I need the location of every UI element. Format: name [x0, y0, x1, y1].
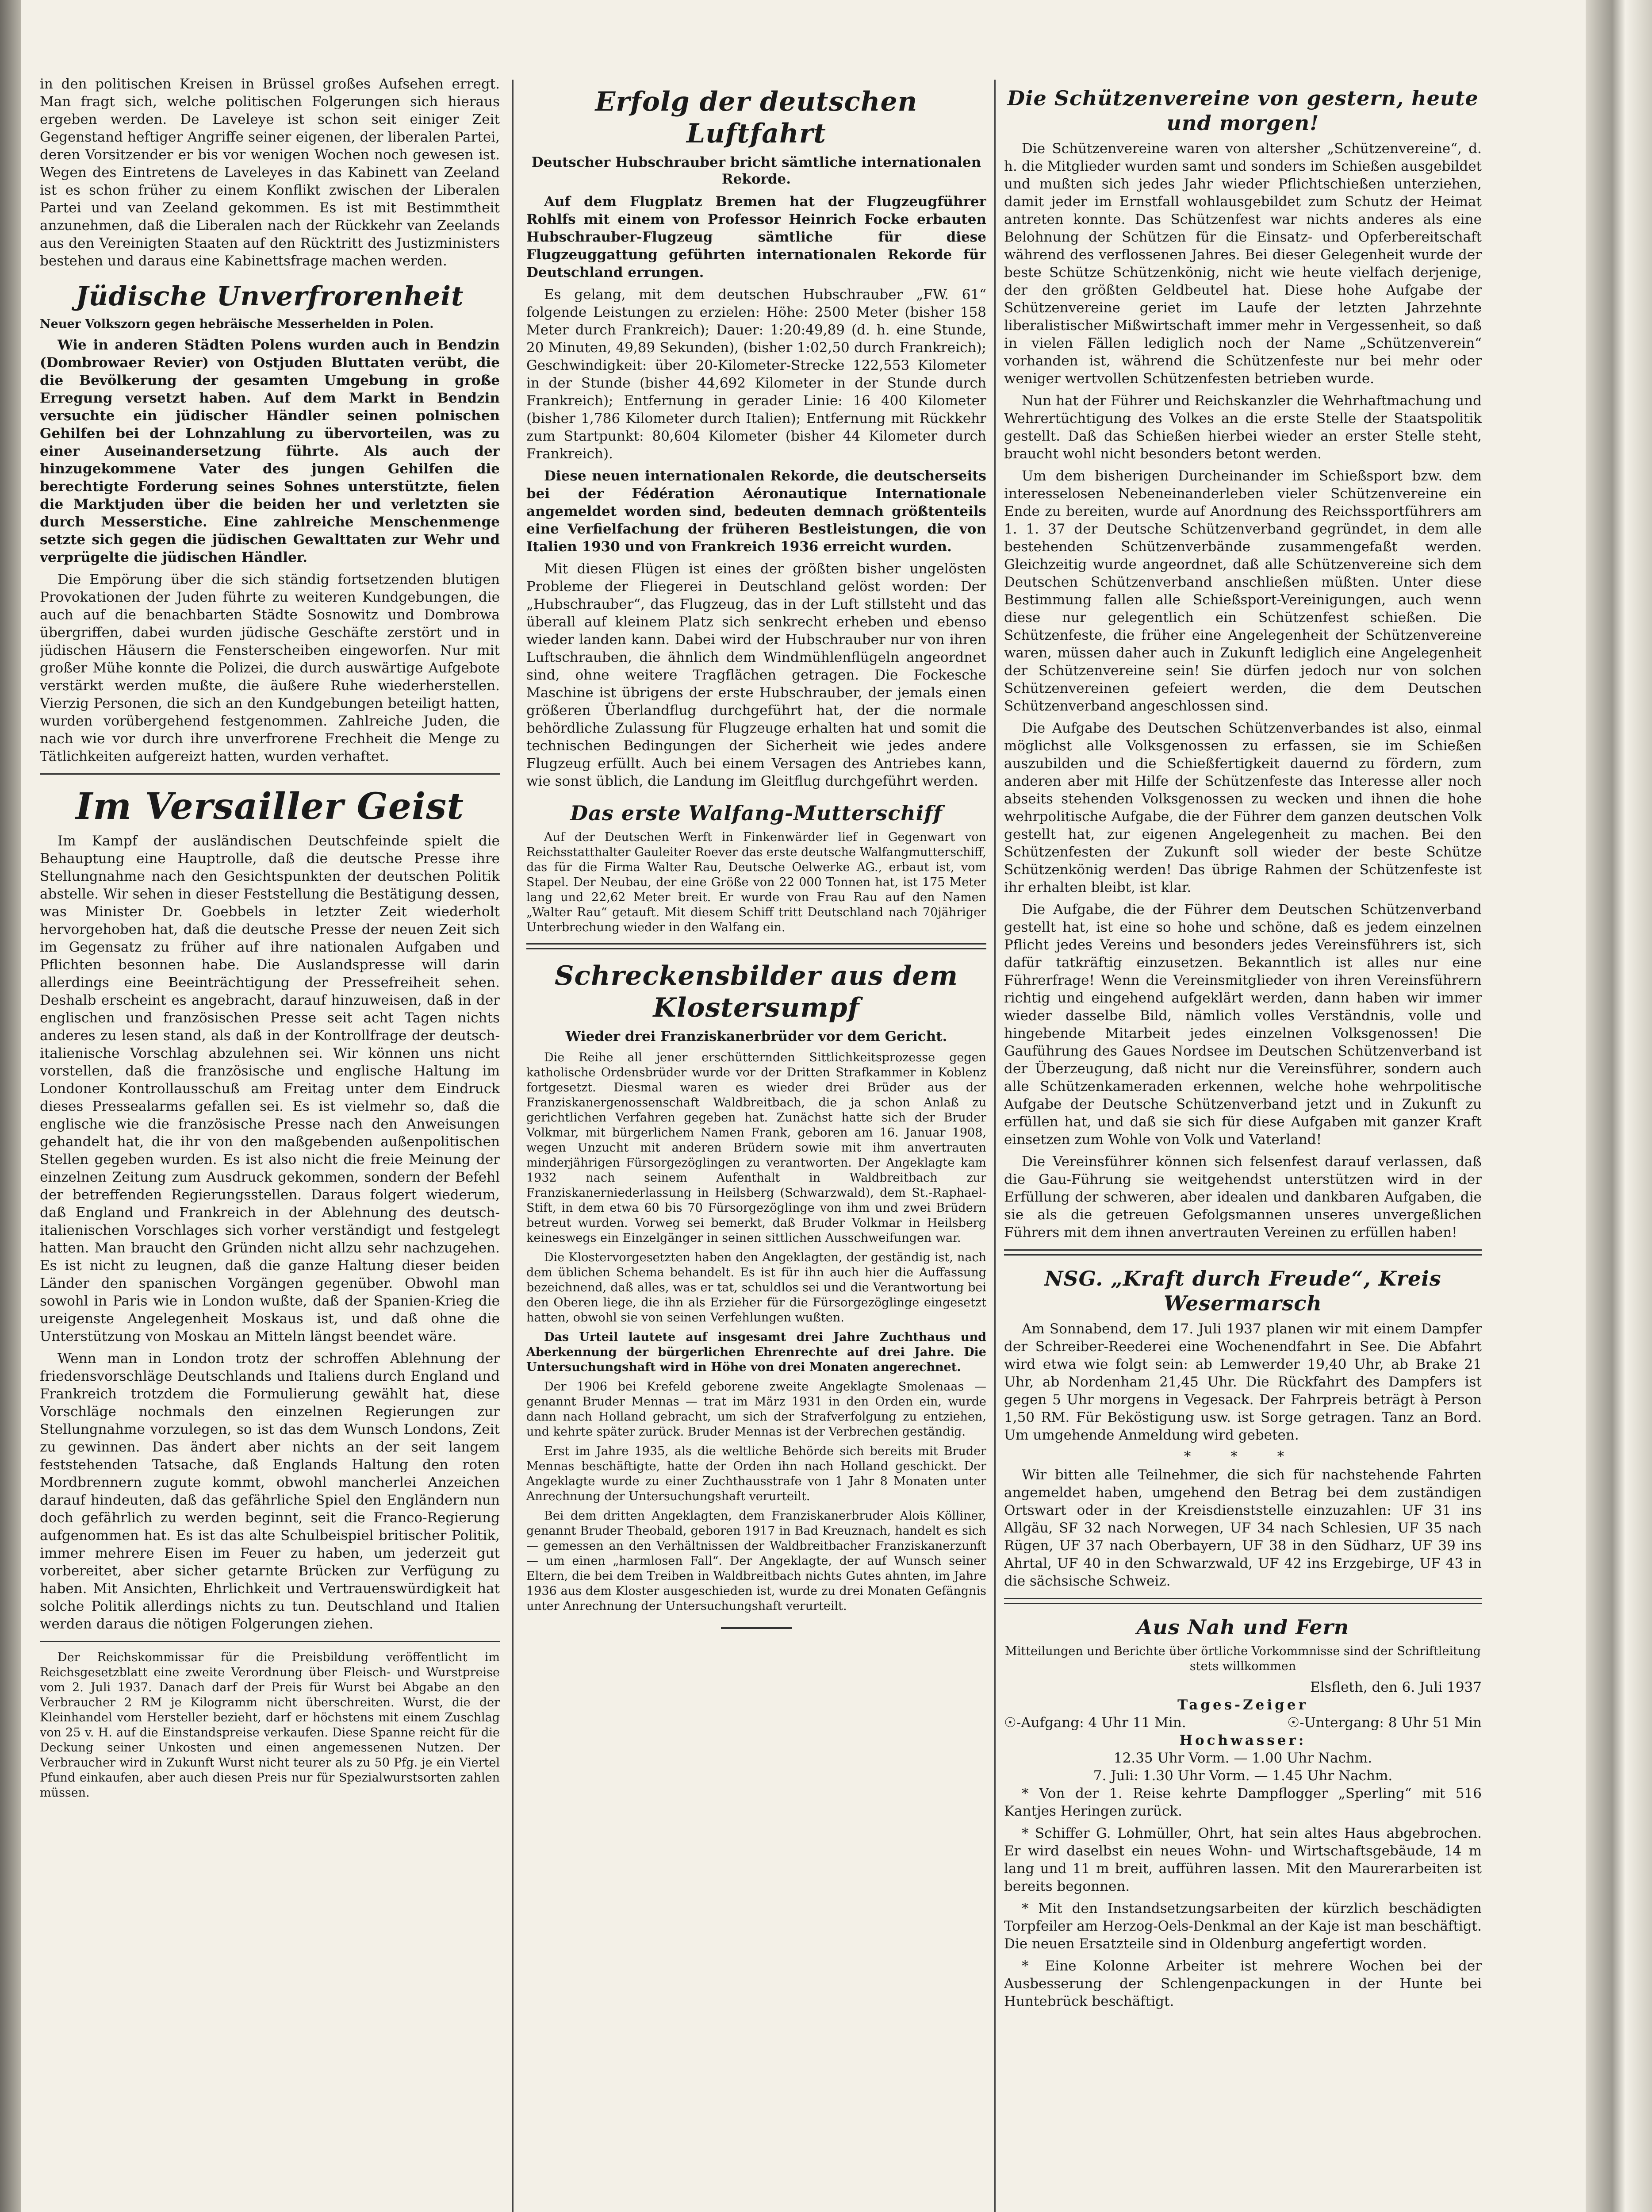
article-lead: Auf dem Flugplatz Bremen hat der Flugzeugführer Rohlfs mit einem von Professor Heinrich Focke erbauten Hubschrauber-Flugzeug sämtliche für diese Flugzeuggattung geführten internationalen Rekorde für Deutschland errungen.: [526, 194, 986, 280]
sunrise-time: ☉-Aufgang: 4 Uhr 11 Min.: [1004, 1715, 1186, 1731]
article-paragraph: Die Schützenvereine waren von altersher „Schützenvereine“, d. h. die Mitglieder wurden samt und sonders im Schießen ausgebildet und mußten sich jedes Jahr wieder Pflichtschießen unterziehen, damit jeder im Ernstfall wohlausgebildet zum Schutz der Heimat antreten konnte. Das Schützenfest war nichts anderes als eine Belohnung der Schützen für die Einsatz- und Opferbereitschaft während des verflossenen Jahres. Bei dieser Gelegenheit wurde der beste Schütze Schützenkönig, nicht wie heute vielfach derjenige, der den größten Geldbeutel hat. Diese hohe Aufgabe der Schützenvereine geriet im Laufe der letzten Jahrzehnte liberalistischer Mißwirtschaft immer mehr in Vergessenheit, so daß in vielen Fällen lediglich noch der Name „Schützenverein“ vorhanden ist, während die Schützenfeste nur bei mehr oder weniger wertvollen Schützenfesten betrieben wurde.: [1004, 141, 1482, 387]
article-continuation: in den politischen Kreisen in Brüssel großes Aufsehen erregt. Man fragt sich, welche politischen Folgerungen sich hieraus ergeben werden. De Laveleye ist schon seit einiger Zeit Gegenstand heftiger Angriffe seiner eigenen, der liberalen Partei, deren Vorsitzender er bis vor wenigen Wochen noch gewesen ist. Wegen des Eintretens de Laveleyes in das Kabinett van Zeeland ist es schon früher zu einem Konflikt zwischen der Liberalen Partei und van Zeeland gekommen. Es ist mit Bestimmtheit anzunehmen, daß die Liberalen nach der Rückkehr van Zeelands aus den Vereinigten Staaten auf den Rücktritt des Justizministers bestehen und daraus eine Kabinettsfrage machen werden.: [40, 76, 500, 269]
headline-walfang: Das erste Walfang-Mutterschiff: [570, 801, 943, 825]
separator-stars: * * *: [1184, 1448, 1302, 1464]
headline-aus-nah-und-fern: Aus Nah und Fern: [1136, 1615, 1349, 1639]
headline-klostersumpf: Schreckensbilder aus dem Klostersumpf: [555, 960, 958, 1023]
sun-times-row: [1004, 1714, 1482, 1732]
subheadline: Wieder drei Franziskanerbrüder vor dem Gericht.: [565, 1029, 947, 1045]
local-info-block: [1004, 1678, 1482, 1785]
article-paragraph: Die Reihe all jener erschütternden Sittlichkeitsprozesse gegen katholische Ordensbrüder wurde vor der Dritten Strafkammer in Koblenz fortgesetzt. Diesmal waren es wieder drei Brüder aus der Franziskanergenossenschaft Waldbreitbach, die ja schon Anlaß zu gerichtlichen Verfahren gegeben hat. Zunächst hatte sich der Bruder Volkmar, mit bürgerlichem Namen Frank, geboren am 16. Januar 1908, wegen Unzucht mit anderen Brüdern sowie mit ihm anvertrauten minderjährigen Fürsorgezöglingen zu verantworten. Der Angeklagte kam 1932 nach seinem Aufenthalt in Waldbreitbach zur Franziskanerniederlassung in Heilsberg (Schwarzwald), dem St.-Raphael-Stift, in dem etwa 60 bis 70 Fürsorgezöglinge von ihm und zwei Brüdern betreut wurden. Vorweg sei bemerkt, daß Bruder Volkmar in Heilsberg keineswegs ein Einzelgänger in seinen sittlichen Ausschweifungen war.: [526, 1051, 986, 1245]
binding-edge: [0, 0, 21, 2212]
article-paragraph: Der Reichskommissar für die Preisbildung veröffentlicht im Reichsgesetzblatt eine zweite Verordnung über Fleisch- und Wurstpreise vom 2. Juli 1937. Danach darf der Preis für Wurst bei Abgabe an den Verbraucher 2 RM je Kilogramm nicht überschreiten. Wurst, die der Kleinhandel vom Hersteller bezieht, darf er höchstens mit einem Zuschlag von 25 v. H. auf die Einstandspreise verkaufen. Diese Spanne reicht für die Deckung seiner Unkosten und einen angemessenen Nutzen. Der Verbraucher wird in Zukunft Wurst nicht teurer als zu 50 Pfg. je ein Viertel Pfund einkaufen, aber auch diesen Preis nur für Spezialwurstsorten zahlen müssen.: [40, 1651, 500, 1800]
dateline: Elsfleth, den 6. Juli 1937: [1310, 1679, 1482, 1695]
local-news-item: * Mit den Instandsetzungsarbeiten der kürzlich beschädigten Torpfeiler am Herzog-Oels-Denkmal an der Kaje ist man beschäftigt. Die neuen Ersatzteile sind in Oldenburg angefertigt worden.: [1004, 1901, 1482, 1952]
article-paragraph: Die Vereinsführer können sich felsenfest darauf verlassen, daß die Gau-Führung sie weitgehendst unterstützen wird in der Erfüllung der schweren, aber idealen und dankbaren Aufgaben, die sie als die getreuen Gefolgsmannen unseres unvergeßlichen Führers mit dem ihnen anvertrauten Vereinen zu erfüllen haben!: [1004, 1154, 1482, 1240]
local-news-item: * Von der 1. Reise kehrte Dampflogger „Sperling“ mit 516 Kantjes Heringen zurück.: [1004, 1786, 1482, 1819]
section-rule: [526, 943, 986, 949]
tages-zeiger-label: Tages-Zeiger: [1177, 1697, 1308, 1713]
local-news-item: * Schiffer G. Lohmüller, Ohrt, hat sein altes Haus abgebrochen. Er wird daselbst ein neues Wohn- und Wirtschaftsgebäude, 14 m lang und 11 m breit, aufführen lassen. Mit den Maurerarbeiten ist bereits begonnen.: [1004, 1825, 1482, 1894]
column-3: [1004, 75, 1482, 2212]
article-paragraph: Bei dem dritten Angeklagten, dem Franziskanerbruder Alois Kölliner, genannt Bruder Theobald, geboren 1917 in Bad Kreuznach, handelt es sich — gemessen an den Verhältnissen der Waldbreitbacher Franziskanerzunft — um einen „harmlosen Fall“. Der Angeklagte, der auf Wunsch seiner Eltern, die bei dem Treiben in Waldbreitbach nichts Gutes ahnten, im Jahre 1936 aus dem Kloster ausgeschieden ist, wurde zu drei Monaten Gefängnis unter Anrechnung der Untersuchungshaft verurteilt.: [526, 1509, 986, 1613]
article-paragraph: Erst im Jahre 1935, als die weltliche Behörde sich bereits mit Bruder Mennas beschäftigte, hatte der Orden ihn nach Holland geschickt. Der Angeklagte wurde zu einer Zuchthausstrafe von 1 Jahr 8 Monaten unter Anrechnung der Untersuchungshaft verurteilt.: [526, 1444, 986, 1503]
headline-luftfahrt: Erfolg der deutschen Luftfahrt: [595, 86, 918, 149]
article-paragraph: Nun hat der Führer und Reichskanzler die Wehrhaftmachung und Wehrertüchtigung des Volkes an die erste Stelle der Staatspolitik gestellt. Daß das Schießen hierbei wieder an erster Stelle steht, braucht wohl nicht besonders betont werden.: [1004, 393, 1482, 462]
local-news-item: * Eine Kolonne Arbeiter ist mehrere Wochen bei der Ausbesserung der Schlengenpackungen in der Hunte bei Huntebrück beschäftigt.: [1004, 1958, 1482, 2009]
high-water-2: 7. Juli: 1.30 Uhr Vorm. — 1.45 Uhr Nachm.: [1093, 1768, 1393, 1784]
page-edge: [1586, 0, 1652, 2212]
column-2: [526, 75, 986, 2212]
headline-schuetzenvereine: Die Schützenvereine von gestern, heute und morgen!: [1007, 86, 1479, 135]
article-paragraph: Es gelang, mit dem deutschen Hubschrauber „FW. 61“ folgende Leistungen zu erzielen: Höhe: 2500 Meter (bisher 158 Meter durch Frankreich); Dauer: 1:20:49,89 (d. h. eine Stunde, 20 Minuten, 49,89 Sekunden), (bisher 1:02,50 durch Frankreich); Geschwindigkeit: über 20-Kilometer-Strecke 122,553 Kilometer in der Stunde (bisher 44,692 Kilometer in der Stunde durch Frankreich); Entfernung in gerader Linie: 16 400 Kilometer (bisher 1,786 Kilometer durch Italien); Entfernung mit Rückkehr zum Startpunkt: 80,604 Kilometer (bisher 44 Kilometer durch Frankreich).: [526, 287, 986, 462]
column-divider: [994, 80, 996, 2212]
article-paragraph: Mit diesen Flügen ist eines der größten bisher ungelösten Probleme der Fliegerei in Deutschland gelöst worden: Der „Hubschrauber“, das Flugzeug, das in der Luft stillsteht und das überall auf kleinem Platz sich senkrecht erheben und ebenso wieder landen kann. Dabei wird der Hubschrauber nur von ihren Luftschrauben, die ähnlich dem Windmühlenflügeln angeordnet sind, ohne weitere Tragflächen getragen. Die Fockesche Maschine ist übrigens der erste Hubschrauber, der jemals einen größeren Überlandflug durchgeführt hat, der die normale behördliche Zulassung für Flugzeuge erhalten hat und somit die technischen Bedingungen der Sicherheit wie jedes andere Flugzeug erfüllt. Auch bei einem Versagen des Antriebes kann, wie sonst üblich, die Landung im Gleitflug durchgeführt werden.: [526, 561, 986, 789]
article-paragraph: Auf der Deutschen Werft in Finkenwärder lief in Gegenwart von Reichsstatthalter Gauleiter Roever das erste deutsche Walfangmutterschiff, das für die Firma Walter Rau, Deutsche Oelwerke AG., erbaut ist, vom Stapel. Der Neubau, der eine Größe von 22 000 Tonnen hat, ist 175 Meter lang und 22,62 Meter breit. Er wurde von Frau Rau auf den Namen „Walter Rau“ getauft. Mit diesem Schiff tritt Deutschland nach 70jähriger Unterbrechung wieder in den Walfang ein.: [526, 830, 986, 934]
article-paragraph: Der 1906 bei Krefeld geborene zweite Angeklagte Smolenaas — genannt Bruder Mennas — trat im März 1931 in den Orden ein, wurde dann nach Holland gebracht, um sich der Strafverfolgung zu entziehen, und kehrte später zurück. Bruder Mennas ist der Verbrechen geständig.: [526, 1380, 986, 1439]
article-paragraph: Wenn man in London trotz der schroffen Ablehnung der friedensvorschläge Deutschlands und Italiens durch England und Frankreich trotzdem die Formulierung gewählt hat, diese Vorschläge nochmals den einzelnen Regierungen zur Stellungnahme vorzulegen, so ist das dem Wunsch Londons, Zeit zu gewinnen. Das ändert aber nichts an der seit langem feststehenden Tatsache, daß Englands Haltung den roten Mordbrennern zugute kommt, obwohl mancherlei Anzeichen darauf hindeuten, daß das gefährliche Spiel den Engländern nun doch gefährlich zu werden beginnt, seit die Franco-Regierung aufgenommen hat. Es ist das alte Schulbeispiel britischer Politik, immer mehrere Eisen im Feuer zu haben, um jederzeit gut vorbereitet, aber sicher getarnte Brücken zur Verfügung zu haben. Mit Ansichten, Ehrlichkeit und Vertrauenswürdigkeit hat solche Politik allerdings nichts zu tun. Deutschland und Italien werden daraus die nötigen Folgerungen ziehen.: [40, 1351, 500, 1632]
article-paragraph: Die Klostervorgesetzten haben den Angeklagten, der geständig ist, nach dem üblichen Schema behandelt. Es ist für ihn auch hier die Auffassung bezeichnend, daß alles, was er tat, schuldlos sei und die Verantwortung bei den Oberen liege, die ihn als Erzieher für die Fürsorgezöglinge eingesetzt hatten, obwohl sie von seinen Verfehlungen wußten.: [526, 1251, 986, 1325]
headline-kdf: NSG. „Kraft durch Freude“, Kreis Wesermarsch: [1044, 1267, 1441, 1315]
article-lead: Wie in anderen Städten Polens wurden auch in Bendzin (Dombrowaer Revier) von Ostjuden Bluttaten verübt, die die Bevölkerung der gesamten Umgebung in große Erregung versetzt haben. Auf dem Markt in Bendzin versuchte ein jüdischer Händler seinen polnischen Gehilfen bei der Lohnzahlung zu übervorteilen, was zu einer Auseinandersetzung führte. Als auch der hinzugekommene Vater des jungen Gehilfen die berechtigte Forderung seines Sohnes unterstützte, fielen die Marktjuden über die beiden her und verletzten sie durch Messerstiche. Eine zahlreiche Menschenmenge setzte sich gegen die jüdischen Gewalttaten zur Wehr und verprügelte die jüdischen Händler.: [40, 337, 500, 565]
article-paragraph: Die Aufgabe des Deutschen Schützenverbandes ist also, einmal möglichst alle Volksgenossen zu erfassen, sie im Schießen auszubilden und die Schießfertigkeit dauernd zu fördern, zum anderen aber mit Hilfe der Schützenfeste das Interesse aller noch abseits stehenden Volksgenossen zu wecken und ihnen die hohe wehrpolitische Aufgabe, die der Führer dem ganzen deutschen Volk gestellt hat, zur eigenen Angelegenheit zu machen. Bei den Schützenfesten der Zukunft soll wieder der beste Schütze Schützenkönig werden! Das übrige Rahmen der Schützenfeste ist ihr erhalten bleibt, ist klar.: [1004, 720, 1482, 895]
article-paragraph: Diese neuen internationalen Rekorde, die deutscherseits bei der Fédération Aéronautique Internationale angemeldet worden sind, bedeuten demnach größtenteils eine Verfielfachung der früheren Bestleistungen, die von Italien 1930 und von Frankreich 1936 erreicht wurden.: [526, 468, 986, 555]
subheadline: Deutscher Hubschrauber bricht sämtliche internationalen Rekorde.: [531, 154, 981, 187]
headline-juedische: Jüdische Unverfrorenheit: [76, 281, 464, 312]
subheadline: Mitteilungen und Berichte über örtliche Vorkommnisse sind der Schriftleitung stets willkommen: [1004, 1644, 1481, 1673]
sunset-time: ☉-Untergang: 8 Uhr 51 Min: [1287, 1715, 1482, 1731]
headline-versailler: Im Versailler Geist: [75, 785, 464, 828]
hochwasser-label: Hochwasser:: [1179, 1732, 1307, 1748]
section-rule: [40, 773, 500, 775]
verdict-paragraph: Das Urteil lautete auf insgesamt drei Jahre Zuchthaus und Aberkennung der bürgerlichen Ehrenrechte auf drei Jahre. Die Untersuchungshaft wird in Höhe von drei Monaten angerechnet.: [526, 1330, 986, 1374]
section-rule: [40, 1641, 500, 1642]
section-rule: [1004, 1249, 1482, 1256]
article-paragraph: Um dem bisherigen Durcheinander im Schießsport bzw. dem interesselosen Nebeneinanderleben vieler Schützenvereine ein Ende zu bereiten, wurde auf Anordnung des Reichssportführers am 1. 1. 37 der Deutsche Schützenverband gegründet, in dem alle bestehenden Schützenverbände zusammengefaßt werden. Gleichzeitig wurde angeordnet, daß alle Schützenvereine sich dem Deutschen Schützenverband anschließen müßten. Unter diese Bestimmung fallen alle Schießsport-Vereinigungen, auch wenn diese nur gelegentlich ein Schützenfest schießen. Die Schützenfeste, die früher eine Angelegenheit der Schützenvereine waren, müssen daher auch in Zukunft lediglich eine Angelegenheit der Schützenvereine sein! Sie dürfen jedoch nur von solchen Schützenvereinen gefeiert werden, die dem Deutschen Schützenverband angeschlossen sind.: [1004, 468, 1482, 714]
article-paragraph: Die Aufgabe, die der Führer dem Deutschen Schützenverband gestellt hat, ist eine so hohe und schöne, daß es jedem einzelnen Pflicht jedes Vereins und besonders jedes Vereinsführers ist, sich dafür tatkräftig einzusetzen. Bekanntlich ist alles nur eine Führerfrage! Wenn die Vereinsmitglieder von ihren Vereinsführern richtig und eingehend aufgeklärt werden, dann haben wir immer wieder dasselbe Bild, nämlich volles Verständnis, volle und hingebende Mitarbeit jedes einzelnen Volksgenossen! Die Gauführung des Gaues Nordsee im Deutschen Schützenverband ist der Überzeugung, daß nicht nur die Vereinsführer, sondern auch alle Schützenkameraden erkennen, welche hohe wehrpolitische Aufgabe der Deutsche Schützenverband jetzt und in Zukunft zu erfüllen hat, und daß sie sich für diese Aufgaben mit ganzer Kraft einsetzen zum Wohle von Volk und Vaterland!: [1004, 902, 1482, 1148]
high-water-1: 12.35 Uhr Vorm. — 1.00 Uhr Nachm.: [1113, 1750, 1372, 1766]
column-divider: [512, 80, 514, 2212]
article-paragraph: Am Sonnabend, dem 17. Juli 1937 planen wir mit einem Dampfer der Schreiber-Reederei eine Wochenendfahrt in See. Die Abfahrt wird etwa wie folgt sein: ab Lemwerder 19,40 Uhr, ab Brake 21 Uhr, ab Nordenham 21,45 Uhr. Die Rückfahrt des Dampfers ist gegen 5 Uhr morgens in Vegesack. Der Fahrpreis beträgt à Person 1,50 RM. Für Beköstigung usw. ist Sorge getragen. Tanz an Bord. Um umgehende Anmeldung wird gebeten.: [1004, 1321, 1482, 1443]
article-paragraph: Im Kampf der ausländischen Deutschfeinde spielt die Behauptung eine Hauptrolle, daß die deutsche Presse ihre Stellungnahme nach den Gesichtspunkten der deutschen Politik abstelle. Wir sehen in dieser Feststellung die Bestätigung dessen, was Minister Dr. Goebbels in letzter Zeit wiederholt hervorgehoben hat, daß die deutsche Presse der neuen Zeit sich im Gegensatz zu früher auf ihre nationalen Aufgaben und Pflichten besonnen habe. Die Auslandspresse will darin allerdings eine Beeinträchtigung der Pressefreiheit sehen. Deshalb erscheint es angebracht, darauf hinzuweisen, daß in der englischen und französischen Presse seit acht Tagen nichts anderes zu lesen stand, als daß in der Kontrollfrage der deutsch-italienische Vorschlag abzulehnen sei. Wir können uns nicht vorstellen, daß die französische und englische Haltung im Londoner Kontrollausschuß am Freitag unter dem Eindruck dieses Pressealarms gefallen sei. Es ist vielmehr so, daß die englische wie die französische Presse nach den Anweisungen gehandelt hat, die ihr von den maßgebenden außenpolitischen Stellen gegeben wurden. Es ist also nicht die freie Meinung der einzelnen Zeitung zum Ausdruck gekommen, sondern der Befehl der betreffenden Regierungsstellen. Daraus folgert wiederum, daß England und Frankreich in der Ablehnung des deutsch-italienischen Vorschlages sich vorher verständigt und festgelegt hatten. Man braucht den Gründen nicht allzu sehr nachzugehen. Es ist nicht zu leugnen, daß die ganze Haltung dieser beiden Länder den spanischen Vorgängen gegenüber. Obwohl man sowohl in Paris wie in London wußte, daß der Spanien-Krieg die ureigenste Angelegenheit Moskaus ist, und daß ohne die Unterstützung von Moskau an Mitteln längst beendet wäre.: [40, 833, 500, 1344]
end-rule: [721, 1627, 792, 1629]
section-rule: [1004, 1598, 1482, 1604]
subheadline: Neuer Volkszorn gegen hebräische Messerhelden in Polen.: [40, 317, 434, 331]
article-paragraph: Wir bitten alle Teilnehmer, die sich für nachstehende Fahrten angemeldet haben, umgehend den Betrag bei dem zuständigen Ortswart oder in der Kreisdienststelle einzuzahlen: UF 31 ins Allgäu, SF 32 nach Norwegen, UF 34 nach Schlesien, UF 35 nach Rügen, UF 37 nach Oberbayern, UF 38 in den Südharz, UF 39 ins Ahrtal, UF 40 in den Schwarzwald, UF 42 ins Erzgebirge, UF 43 in die sächsische Schweiz.: [1004, 1467, 1482, 1589]
column-1: [40, 75, 500, 2212]
article-paragraph: Die Empörung über die sich ständig fortsetzenden blutigen Provokationen der Juden führte zu weiteren Kundgebungen, die auch auf die benachbarten Städte Sosnowitz und Dombrowa übergriffen, dabei wurden jüdische Geschäfte zerstört und in jüdischen Häusern die Fensterscheiben eingeworfen. Nur mit großer Mühe konnte die Polizei, die durch auswärtige Aufgebote verstärkt werden mußte, die äußere Ruhe wiederherstellen. Vierzig Personen, die sich an den Kundgebungen beteiligt hatten, wurden vorübergehend festgenommen. Zahlreiche Juden, die nach wie vor durch ihre unverfrorene Frechheit die Menge zu Tätlichkeiten aufgereizt hatten, wurden verhaftet.: [40, 572, 500, 764]
